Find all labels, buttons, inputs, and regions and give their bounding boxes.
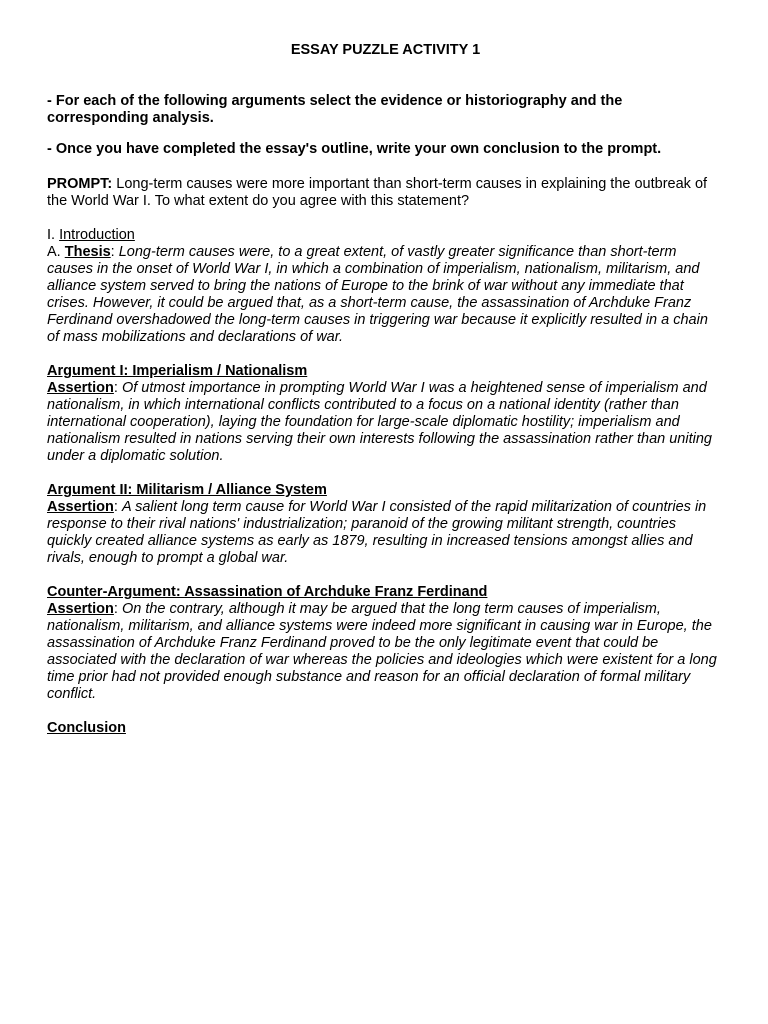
assertion-text: On the contrary, although it may be argued that the long term causes of imperialism, nationalism, militarism, and alliance systems were indeed more significant in causing war in Europe, the assassination of Archduke Franz Ferdinand proved to be the only legitimate event that could be associated with the declaration of war whereas the policies and ideologies which were existent for a long time prior had not provided enough substance and reason for an official declaration of formal military conflict.: [47, 601, 717, 702]
prompt-label: PROMPT:: [47, 176, 113, 192]
counter-argument-section: [47, 584, 724, 703]
assertion-colon: :: [113, 499, 122, 515]
argument-1-heading: Argument I: Imperialism / Nationalism: [47, 363, 308, 379]
counter-argument-assertion: [47, 601, 724, 703]
assertion-text: A salient long term cause for World War I consisted of the rapid militarization of countries in response to their rival nations' industrialization; paranoid of the growing militant strength, countries quickly created alliance systems as early as 1879, resulting in increased tensions amongst allies and rivals, enough to prompt a global war.: [47, 499, 707, 566]
introduction-heading: Introduction: [59, 227, 135, 243]
counter-argument-heading: Counter-Argument: Assassination of Archduke Franz Ferdinand: [47, 584, 488, 600]
assertion-colon: :: [113, 380, 122, 396]
argument-2-section: [47, 482, 724, 567]
argument-2-assertion: [47, 499, 724, 567]
conclusion-heading: Conclusion: [47, 720, 126, 736]
instruction-2: - Once you have completed the essay's outline, write your own conclusion to the prompt.: [47, 141, 662, 157]
document-title: ESSAY PUZZLE ACTIVITY 1: [290, 42, 481, 58]
assertion-label: Assertion: [47, 601, 114, 617]
prompt-text: Long-term causes were more important than short-term causes in explaining the outbreak of the World War I. To what extent do you agree with this statement?: [47, 176, 708, 209]
assertion-label: Assertion: [47, 380, 114, 396]
assertion-colon: :: [113, 601, 122, 617]
thesis-text: Long-term causes were, to a great extent, of vastly greater significance than short-term causes in the onset of World War I, in which a combination of imperialism, nationalism, militarism, and alliance system served to bring the nations of Europe to the brink of war without any immediate that crises. However, it could be argued that, as a short-term cause, the assassination of Archduke Franz Ferdinand overshadowed the long-term causes in triggering war because it explicitly resulted in a chain of mass mobilizations and declarations of war.: [47, 244, 708, 345]
assertion-text: Of utmost importance in prompting World War I was a heightened sense of imperialism and nationalism, in which international conflicts contributed to a focus on a national identity (rather than international cooperation), laying the foundation for large-scale diplomatic hostility; imperialism and nationalism resulted in nations serving their own interests following the assassination rather than uniting under a diplomatic solution.: [47, 380, 712, 464]
introduction-heading-line: [47, 227, 724, 244]
argument-1-section: [47, 363, 724, 465]
argument-1-assertion: [47, 380, 724, 465]
thesis-paragraph: [47, 244, 724, 346]
thesis-colon: :: [110, 244, 119, 260]
prompt-paragraph: [47, 176, 724, 210]
introduction-section: [47, 227, 724, 346]
conclusion-section: [47, 720, 724, 737]
instruction-1: - For each of the following arguments select the evidence or historiography and the corresponding analysis.: [47, 93, 623, 126]
thesis-label: Thesis: [64, 244, 111, 260]
thesis-prefix: A.: [47, 244, 65, 260]
introduction-number: I.: [47, 227, 60, 243]
assertion-label: Assertion: [47, 499, 114, 515]
argument-2-heading: Argument II: Militarism / Alliance System: [47, 482, 327, 498]
